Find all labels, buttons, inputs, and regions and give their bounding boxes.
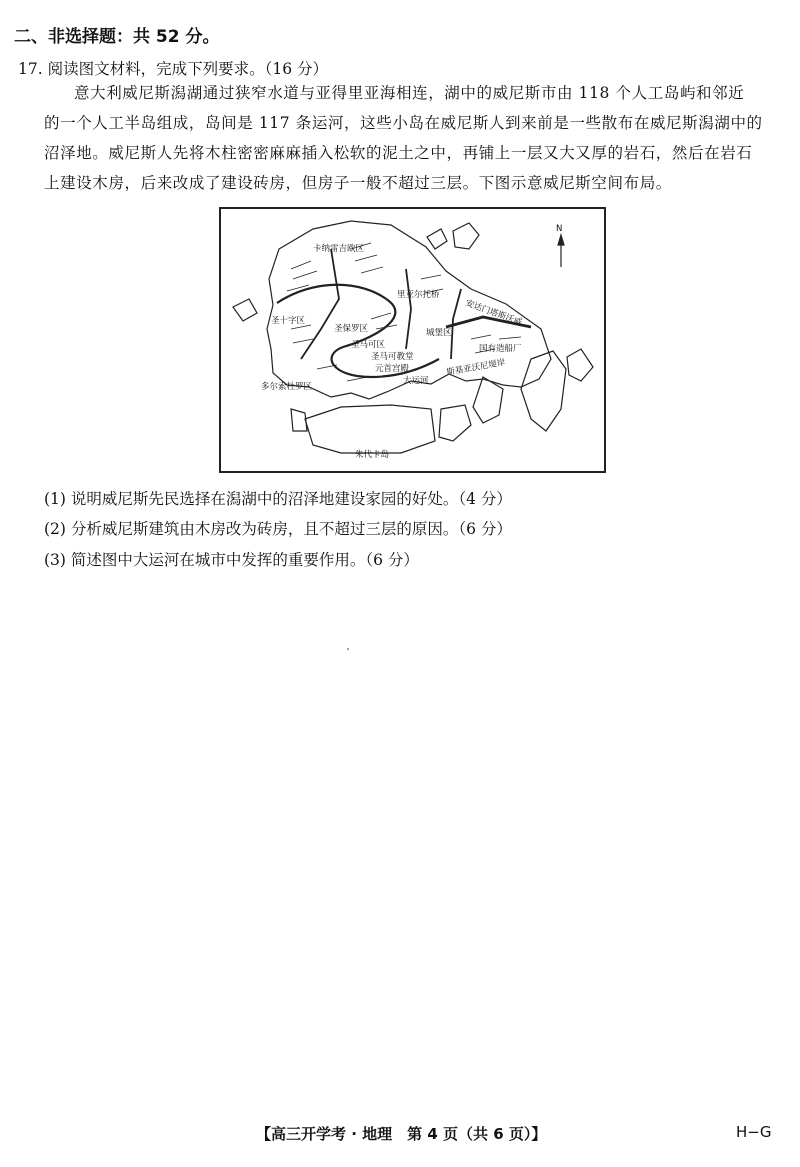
giudecca-label: 朱代卡岛 [355, 450, 390, 460]
grand-canal-label: 大运河 [403, 376, 429, 386]
sub-question-2: (2) 分析威尼斯建筑由木房改为砖房，且不超过三层的原因。（6 分） [44, 520, 512, 538]
paragraph-line: 上建设木房，后来改成了建设砖房，但房子一般不超过三层。下图示意威尼斯空间布局。 [44, 174, 672, 192]
arsenal-label: 国有造船厂 [479, 344, 522, 354]
san-marco-label: 圣马可区 [351, 340, 386, 350]
santa-croce-label: 圣十字区 [271, 316, 306, 326]
section-title: 二、非选择题：共 52 分。 [14, 27, 220, 47]
street-label: 安达门塔斯沃威 [463, 298, 524, 329]
page-footer: 【高三开学考 · 地理 第 4 页（共 6 页）】 [256, 1125, 547, 1143]
speck [347, 648, 349, 650]
question-header: 17. 阅读图文材料，完成下列要求。（16 分） [18, 60, 328, 78]
cannaregio-label: 卡纳雷吉欧区 [313, 244, 365, 254]
san-polo-label: 圣保罗区 [334, 324, 369, 334]
riva-label: 斯基亚沃尼堤岸 [445, 357, 507, 378]
basilica-label: 圣马可教堂 [371, 352, 414, 362]
sub-question-1: (1) 说明威尼斯先民选择在潟湖中的沼泽地建设家园的好处。（4 分） [44, 490, 512, 508]
dorsoduro-label: 多尔索杜罗区 [261, 382, 313, 392]
paragraph-line: 沼泽地。威尼斯人先将木柱密密麻麻插入松软的泥土之中，再铺上一层又大又厚的岩石，然后在岩石 [44, 144, 753, 162]
castello-label: 城堡区 [426, 328, 452, 338]
venice-map-svg [221, 209, 604, 471]
paragraph-line: 意大利威尼斯潟湖通过狭窄水道与亚得里亚海相连，湖中的威尼斯市由 118 个人工岛屿和邻近 [74, 84, 745, 102]
paragraph-line: 的一个人工半岛组成，岛间是 117 条运河，这些小岛在威尼斯人到来前是一些散布在威尼斯潟湖中的 [44, 114, 763, 132]
question-paragraph [44, 78, 779, 198]
giudecca-outline [305, 405, 435, 453]
paper-code: H−G [736, 1123, 772, 1141]
north-label: N [556, 224, 563, 234]
doge-label: 元首宫殿 [375, 364, 410, 374]
north-arrow [558, 235, 564, 267]
rialto-label: 里亚尔托桥 [397, 290, 440, 300]
sub-question-3: (3) 简述图中大运河在城市中发挥的重要作用。（6 分） [44, 551, 419, 569]
venice-map [219, 207, 606, 473]
